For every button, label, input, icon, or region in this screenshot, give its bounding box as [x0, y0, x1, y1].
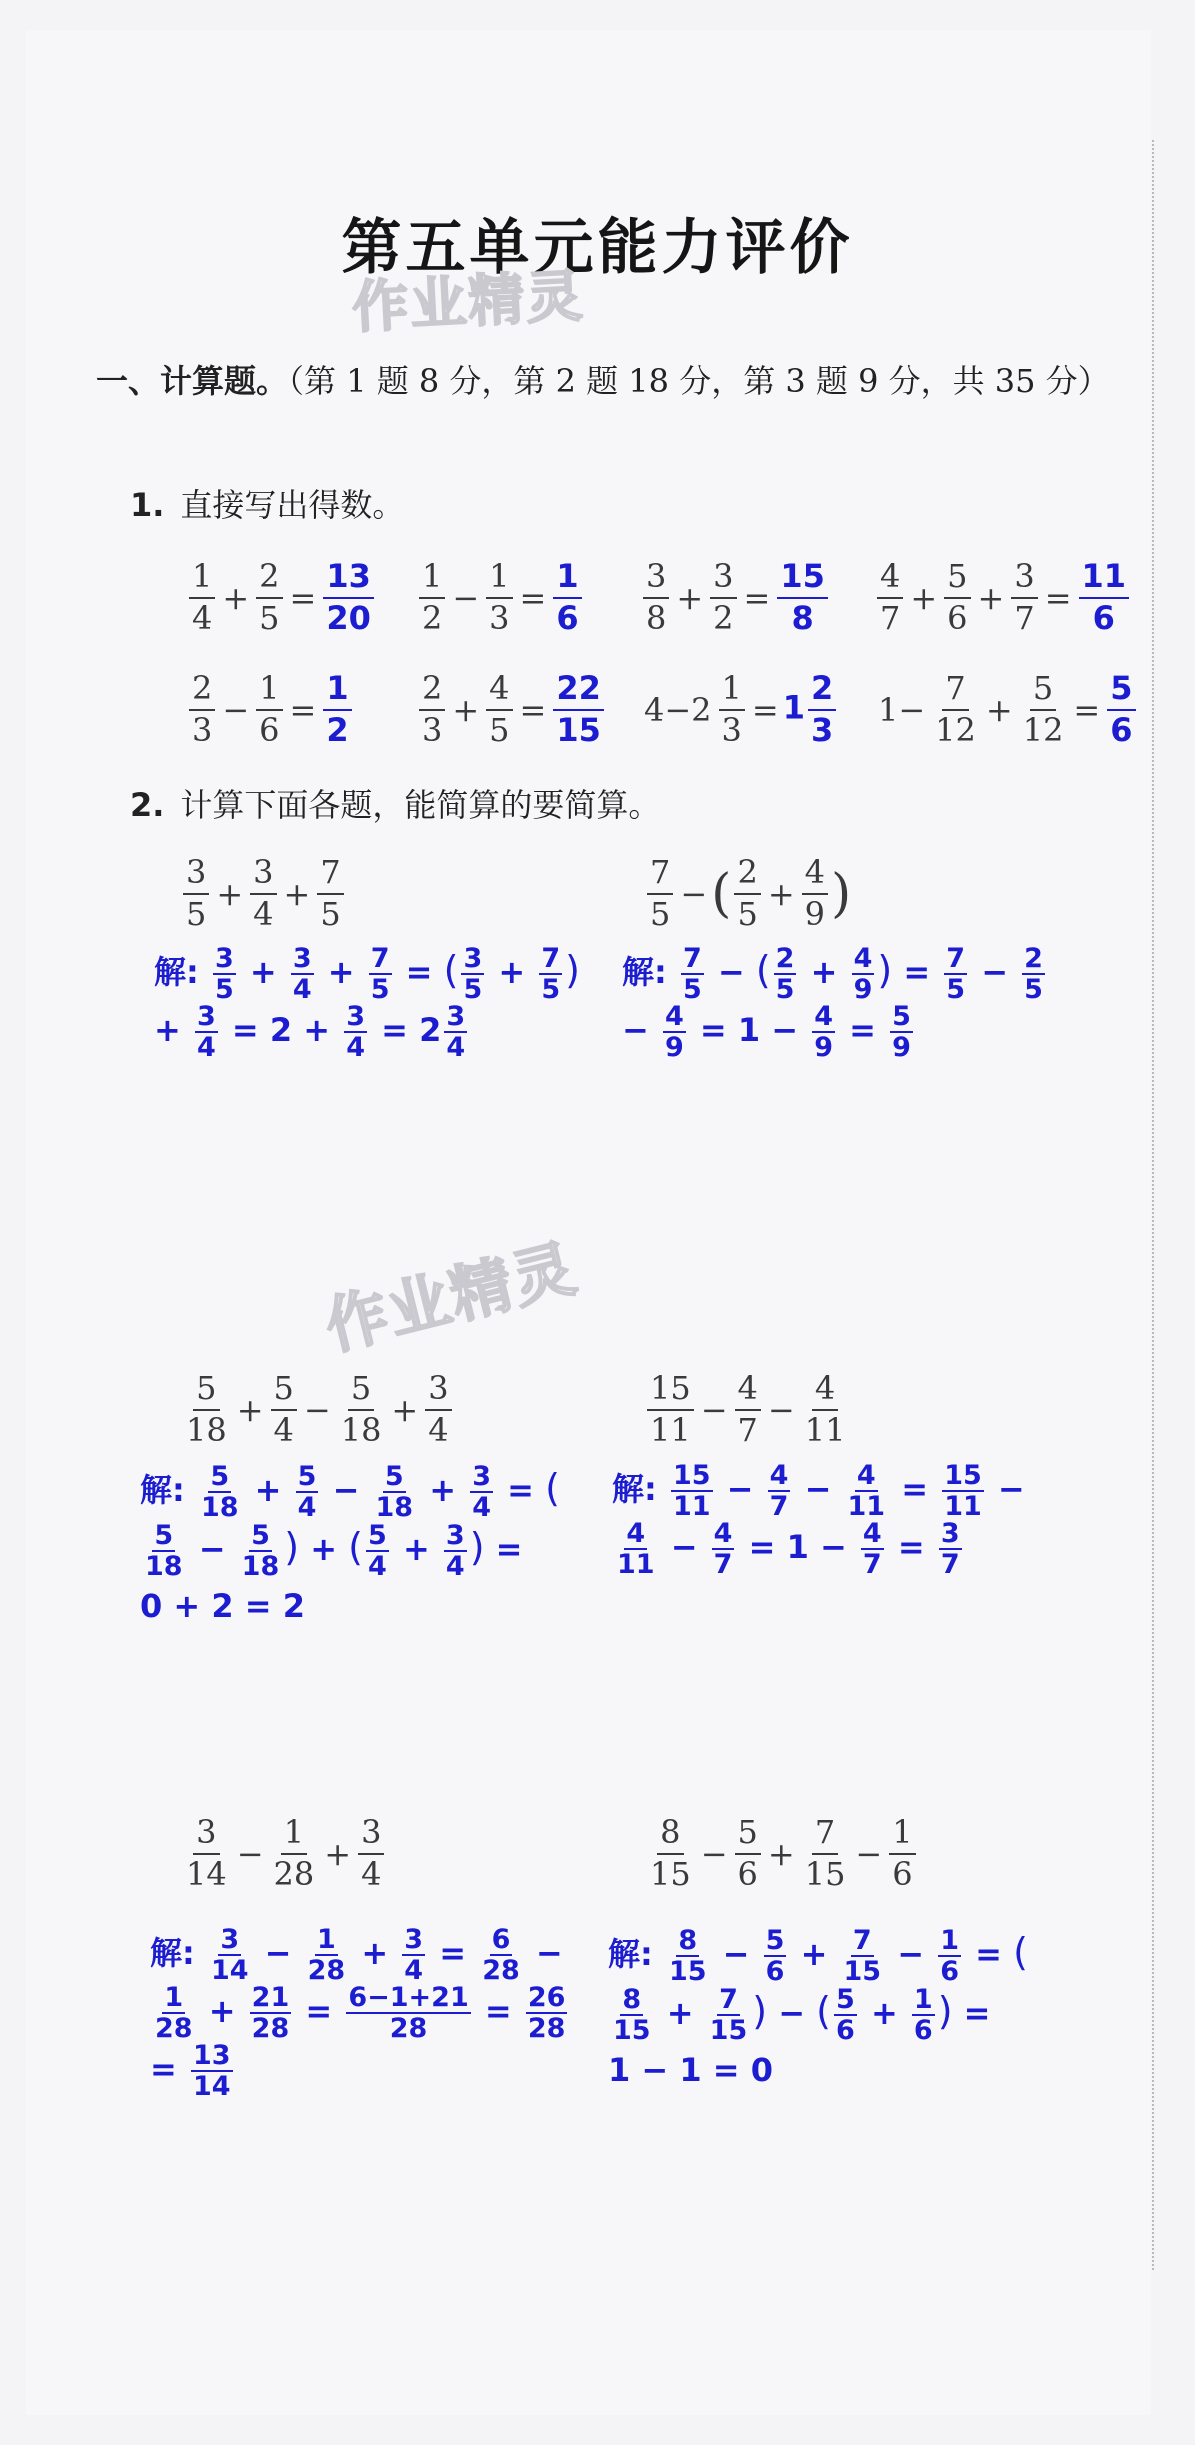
operator: + [977, 578, 1005, 617]
numerator: 7 [942, 672, 968, 711]
operator: 4−2 [644, 690, 712, 729]
denominator: 6 [259, 710, 280, 749]
solution-3: 解: $\frac{5}{18}$ + $\frac{5}{4}$ − $\frac{5}{18}$ + $\frac{3}{4}$ = ( $\frac{5}{18}$ − $\frac{5}{18}$ ) + ( $\frac{5}{4}$ + $\frac{3}{4}$ ) = 0 + 2 = 2 [140, 1461, 560, 1625]
denominator: 3 [192, 710, 213, 749]
q2-problem [180, 853, 347, 933]
q2-problem [180, 1813, 387, 1893]
denominator: 4 [253, 894, 274, 933]
operator: + [391, 1390, 419, 1429]
fraction [323, 669, 351, 749]
numerator: 1 [719, 672, 745, 711]
denominator: 15 [650, 1854, 691, 1893]
solution-6: 解: $\frac{8}{15}$ − $\frac{5}{6}$ + $\frac{7}{15}$ − $\frac{1}{6}$ = ( $\frac{8}{15}$ + $\frac{7}{15}$ ) − ( $\frac{5}{6}$ + $\frac{1}{6}$ ) = 1 − 1 = 0 [608, 1925, 1028, 2089]
denominator: 3 [810, 710, 834, 749]
q1-item [874, 557, 1132, 637]
denominator: 12 [935, 710, 976, 749]
fraction: $\frac{6}{28}$ [482, 1924, 520, 1986]
fraction: $\frac{7}{5}$ [370, 943, 390, 1005]
answer-whole: 1 [782, 688, 805, 727]
denominator: 6 [1092, 598, 1115, 637]
denominator: 15 [804, 1854, 846, 1893]
fraction [271, 1369, 297, 1449]
answer [320, 557, 377, 637]
fraction: $\frac{7}{5}$ [682, 943, 702, 1005]
answer [774, 557, 831, 637]
fraction: $\frac{5}{9}$ [892, 1001, 911, 1063]
fraction: $\frac{5}{18}$ [241, 1520, 280, 1582]
answer [1076, 557, 1133, 637]
solution-1: 解: $\frac{3}{5}$ + $\frac{3}{4}$ + $\frac{7}{5}$ = ( $\frac{3}{5}$ + $\frac{7}{5}$ ) + $\frac{3}{4}$ = 2 + $\frac{3}{4}$ = 2 $\frac{3}{4}$ [154, 943, 580, 1063]
numerator: 15 [647, 1372, 694, 1411]
denominator: 5 [320, 894, 341, 933]
denominator: 6 [892, 1854, 913, 1893]
fraction [189, 669, 215, 749]
fraction: $\frac{3}{4}$ [346, 1001, 365, 1063]
denominator: 15 [556, 710, 601, 749]
denominator: 11 [804, 1410, 846, 1449]
operator: − [700, 1834, 728, 1873]
numerator: 2 [419, 672, 445, 711]
fraction [647, 1813, 694, 1893]
fraction: $\frac{21}{28}$ [251, 1982, 290, 2044]
operator: − [767, 1390, 795, 1429]
fraction: $\frac{4}{7}$ [713, 1518, 733, 1580]
operator: + [910, 578, 938, 617]
fraction: $\frac{2}{5}$ [1024, 943, 1043, 1005]
solution-2: 解: $\frac{7}{5}$ − ( $\frac{2}{5}$ + $\frac{4}{9}$ ) = $\frac{7}{5}$ − $\frac{2}{5}$ − $\frac{4}{9}$ = 1 − $\frac{4}{9}$ = $\frac{5}{9}$ [622, 943, 1043, 1063]
denominator: 20 [326, 598, 371, 637]
solution-label: 解: [140, 1471, 185, 1509]
denominator: 12 [1022, 710, 1064, 749]
equals-sign: = [751, 690, 779, 729]
denominator: 2 [326, 710, 349, 749]
denominator: 5 [650, 894, 671, 933]
margin-dotted-line [1152, 140, 1154, 2270]
operator: − [680, 874, 708, 913]
numerator: 11 [1079, 560, 1130, 599]
q1-item [186, 669, 355, 749]
operator: + [767, 1834, 795, 1873]
fraction [647, 853, 673, 933]
fraction [710, 557, 736, 637]
operator: + [676, 578, 704, 617]
fraction: $\frac{3}{5}$ [463, 943, 483, 1005]
fraction [735, 1369, 761, 1449]
page-title: 第五单元能力评价 [341, 213, 854, 283]
section-title: 一、计算题。 [96, 362, 289, 400]
operator: + [324, 1834, 352, 1873]
solution-label: 解: [154, 953, 199, 991]
denominator: 28 [273, 1854, 315, 1893]
operator: + [283, 874, 311, 913]
fraction: $\frac{5}{18}$ [200, 1461, 239, 1523]
numerator: 1 [889, 1816, 915, 1855]
fraction: $\frac{5}{4}$ [368, 1520, 387, 1582]
watermark: 作业精灵 [318, 1230, 585, 1364]
operator: + [985, 690, 1013, 729]
numerator: 7 [317, 856, 343, 895]
operator: + [216, 874, 244, 913]
denominator: 4 [428, 1410, 449, 1449]
fraction [802, 853, 828, 933]
fraction [486, 557, 512, 637]
numerator: 5 [735, 1816, 761, 1855]
fraction: $\frac{4}{9}$ [814, 1001, 833, 1063]
operator: − [855, 1834, 883, 1873]
fraction: $\frac{4}{7}$ [862, 1518, 882, 1580]
denominator: 4 [192, 598, 213, 637]
denominator: 8 [791, 598, 814, 637]
fraction [932, 669, 979, 749]
fraction [338, 1369, 385, 1449]
question-number: 2. [130, 786, 165, 824]
equals-sign: = [519, 690, 547, 729]
question-number: 1. [130, 486, 165, 524]
numerator: 3 [250, 856, 276, 895]
q2-problem [644, 853, 852, 933]
fraction: $\frac{2}{5}$ [775, 943, 795, 1005]
numerator: 4 [812, 1372, 838, 1411]
numerator: 3 [1011, 560, 1037, 599]
operator: − [236, 1834, 264, 1873]
operator: + [236, 1390, 264, 1429]
denominator: 14 [186, 1854, 227, 1893]
fraction: $\frac{8}{15}$ [668, 1925, 707, 1987]
numerator: 13 [323, 560, 374, 599]
section-note: （第 1 题 8 分，第 2 题 18 分，第 3 题 9 分，共 35 分） [288, 362, 1110, 400]
q1-item [640, 669, 839, 749]
numerator: 7 [647, 856, 673, 895]
numerator: 7 [812, 1816, 838, 1855]
numerator: 2 [808, 672, 836, 711]
numerator: 3 [425, 1372, 451, 1411]
denominator: 7 [737, 1410, 758, 1449]
denominator: 4 [273, 1410, 294, 1449]
equals-sign: = [1044, 578, 1072, 617]
fraction [419, 557, 445, 637]
denominator: 18 [340, 1410, 382, 1449]
fraction: $\frac{15}{11}$ [672, 1460, 711, 1522]
fraction [777, 557, 828, 637]
numerator: 3 [710, 560, 736, 599]
numerator: 5 [1107, 672, 1135, 711]
fraction: $\frac{4}{7}$ [769, 1460, 789, 1522]
q1-item [874, 669, 1139, 749]
numerator: 1 [256, 672, 282, 711]
fraction: $\frac{3}{7}$ [940, 1518, 960, 1580]
denominator: 7 [1014, 598, 1035, 637]
q2-problem [644, 1813, 919, 1893]
fraction [358, 1813, 384, 1893]
denominator: 9 [804, 894, 825, 933]
denominator: 5 [186, 894, 207, 933]
fraction [256, 557, 282, 637]
watermark: 作业精灵 [350, 263, 586, 342]
denominator: 3 [721, 710, 742, 749]
fraction [250, 853, 276, 933]
numerator: 4 [802, 856, 828, 895]
fraction [802, 1369, 849, 1449]
solution-4: 解: $\frac{15}{11}$ − $\frac{4}{7}$ − $\frac{4}{11}$ = $\frac{15}{11}$ − $\frac{4}{11}$ − $\frac{4}{7}$ = 1 − $\frac{4}{7}$ = $\frac{3}{7}$ [612, 1460, 1025, 1580]
denominator: 2 [713, 598, 734, 637]
fraction: $\frac{8}{15}$ [613, 1984, 651, 2046]
denominator: 8 [646, 598, 667, 637]
fraction [1011, 557, 1037, 637]
fraction: $\frac{3}{4}$ [196, 1001, 216, 1063]
operator: − [303, 1390, 331, 1429]
q2-problem [644, 1369, 851, 1449]
fraction: $\frac{5}{4}$ [297, 1461, 317, 1523]
numerator: 4 [486, 672, 512, 711]
question-text: 直接写出得数。 [180, 486, 405, 524]
denominator: 11 [650, 1410, 691, 1449]
denominator: 2 [422, 598, 443, 637]
fraction: $\frac{5}{18}$ [145, 1520, 183, 1582]
fraction: $\frac{15}{11}$ [944, 1460, 982, 1522]
fraction [1107, 669, 1135, 749]
numerator: 5 [271, 1372, 297, 1411]
question-2-heading [130, 780, 660, 826]
solution-label: 解: [612, 1470, 657, 1508]
fraction [425, 1369, 451, 1449]
denominator: 5 [259, 598, 280, 637]
denominator: 3 [489, 598, 510, 637]
numerator: 1 [486, 560, 512, 599]
operator: + [222, 578, 250, 617]
fraction: $\frac{3}{4}$ [445, 1520, 465, 1582]
fraction: $\frac{3}{4}$ [472, 1461, 491, 1523]
fraction [183, 1813, 230, 1893]
equals-sign: = [289, 690, 317, 729]
q1-item [640, 557, 831, 637]
equals-sign: = [519, 578, 547, 617]
denominator: 7 [880, 598, 901, 637]
fraction: $\frac{3}{4}$ [404, 1924, 424, 1986]
right-paren: ) [831, 863, 852, 924]
fraction: $\frac{3}{4}$ [292, 943, 312, 1005]
fraction [808, 669, 836, 749]
operator: + [452, 690, 480, 729]
fraction [1020, 669, 1067, 749]
numerator: 4 [877, 560, 903, 599]
fraction: $\frac{1}{6}$ [940, 1925, 959, 1987]
fraction: $\frac{3}{14}$ [210, 1924, 249, 1986]
numerator: 22 [553, 672, 604, 711]
answer [1104, 669, 1138, 749]
fraction [189, 557, 215, 637]
fraction: $\frac{26}{28}$ [527, 1982, 566, 2044]
fraction: $\frac{4}{11}$ [617, 1518, 655, 1580]
fraction: $\frac{7}{5}$ [541, 943, 561, 1005]
answer [550, 557, 584, 637]
fraction [647, 1369, 694, 1449]
fraction [719, 669, 745, 749]
fraction [734, 853, 760, 933]
fraction: $\frac{13}{14}$ [192, 2040, 231, 2102]
fraction: $\frac{3}{4}$ [446, 1001, 466, 1063]
q1-item [186, 557, 377, 637]
equals-sign: = [289, 578, 317, 617]
fraction [486, 669, 512, 749]
fraction [271, 1813, 318, 1893]
fraction: $\frac{1}{6}$ [913, 1984, 933, 2046]
solution-label: 解: [150, 1934, 195, 1972]
denominator: 5 [737, 894, 758, 933]
answer [782, 669, 840, 749]
fraction: $\frac{6-1+21}{28}$ [348, 1982, 469, 2044]
q1-item [416, 669, 607, 749]
fraction: $\frac{1}{28}$ [155, 1982, 193, 2044]
question-1-heading [130, 480, 404, 526]
fraction: $\frac{1}{28}$ [307, 1924, 346, 1986]
numerator: 3 [358, 1816, 384, 1855]
denominator: 6 [737, 1854, 758, 1893]
numerator: 5 [1030, 672, 1056, 711]
numerator: 15 [777, 560, 828, 599]
fraction: $\frac{5}{6}$ [765, 1925, 785, 1987]
numerator: 3 [183, 856, 209, 895]
numerator: 2 [734, 856, 760, 895]
numerator: 2 [256, 560, 282, 599]
fraction [802, 1813, 849, 1893]
numerator: 1 [189, 560, 215, 599]
fraction [944, 557, 970, 637]
denominator: 6 [1110, 710, 1133, 749]
fraction [419, 669, 445, 749]
fraction [735, 1813, 761, 1893]
numerator: 3 [643, 560, 669, 599]
fraction: $\frac{5}{6}$ [836, 1984, 855, 2046]
q2-problem [180, 1369, 455, 1449]
left-paren: ( [711, 863, 732, 924]
numerator: 1 [323, 672, 351, 711]
operator: − [700, 1390, 728, 1429]
fraction [323, 557, 374, 637]
equals-sign: = [1073, 690, 1101, 729]
numerator: 1 [553, 560, 581, 599]
solution-label: 解: [608, 1935, 653, 1973]
numerator: 4 [735, 1372, 761, 1411]
numerator: 5 [193, 1372, 219, 1411]
fraction [553, 557, 581, 637]
numerator: 1 [419, 560, 445, 599]
solution-label: 解: [622, 953, 667, 991]
operator: − [452, 578, 480, 617]
fraction: $\frac{7}{5}$ [946, 943, 966, 1005]
fraction [317, 853, 343, 933]
numerator: 2 [189, 672, 215, 711]
denominator: 6 [556, 598, 579, 637]
q1-item [416, 557, 585, 637]
answer [320, 669, 354, 749]
denominator: 5 [489, 710, 510, 749]
denominator: 6 [947, 598, 968, 637]
numerator: 8 [657, 1816, 683, 1855]
fraction: $\frac{5}{18}$ [375, 1461, 414, 1523]
fraction [889, 1813, 915, 1893]
fraction: $\frac{7}{15}$ [843, 1925, 882, 1987]
section-heading [96, 348, 1116, 414]
denominator: 3 [422, 710, 443, 749]
fraction [643, 557, 669, 637]
fraction [877, 557, 903, 637]
numerator: 5 [348, 1372, 374, 1411]
fraction: $\frac{3}{5}$ [214, 943, 234, 1005]
numerator: 5 [944, 560, 970, 599]
fraction [183, 1369, 230, 1449]
fraction: $\frac{4}{9}$ [853, 943, 873, 1005]
solution-5: 解: $\frac{3}{14}$ − $\frac{1}{28}$ + $\frac{3}{4}$ = $\frac{6}{28}$ − $\frac{1}{28}$ + $\frac{21}{28}$ = $\frac{6-1+21}{28}$ = $\frac{26}{28}$ = $\frac{13}{14}$ [150, 1924, 566, 2102]
fraction: $\frac{4}{9}$ [664, 1001, 684, 1063]
operator: + [767, 874, 795, 913]
numerator: 3 [193, 1816, 219, 1855]
fraction [1079, 557, 1130, 637]
answer [550, 669, 607, 749]
fraction [183, 853, 209, 933]
fraction [553, 669, 604, 749]
question-text: 计算下面各题，能简算的要简算。 [180, 786, 661, 824]
fraction: $\frac{7}{15}$ [709, 1984, 748, 2046]
numerator: 1 [281, 1816, 307, 1855]
operator: 1− [878, 690, 926, 729]
denominator: 18 [186, 1410, 227, 1449]
fraction [256, 669, 282, 749]
operator: − [222, 690, 250, 729]
fraction: $\frac{4}{11}$ [847, 1460, 886, 1522]
equals-sign: = [743, 578, 771, 617]
denominator: 4 [361, 1854, 382, 1893]
